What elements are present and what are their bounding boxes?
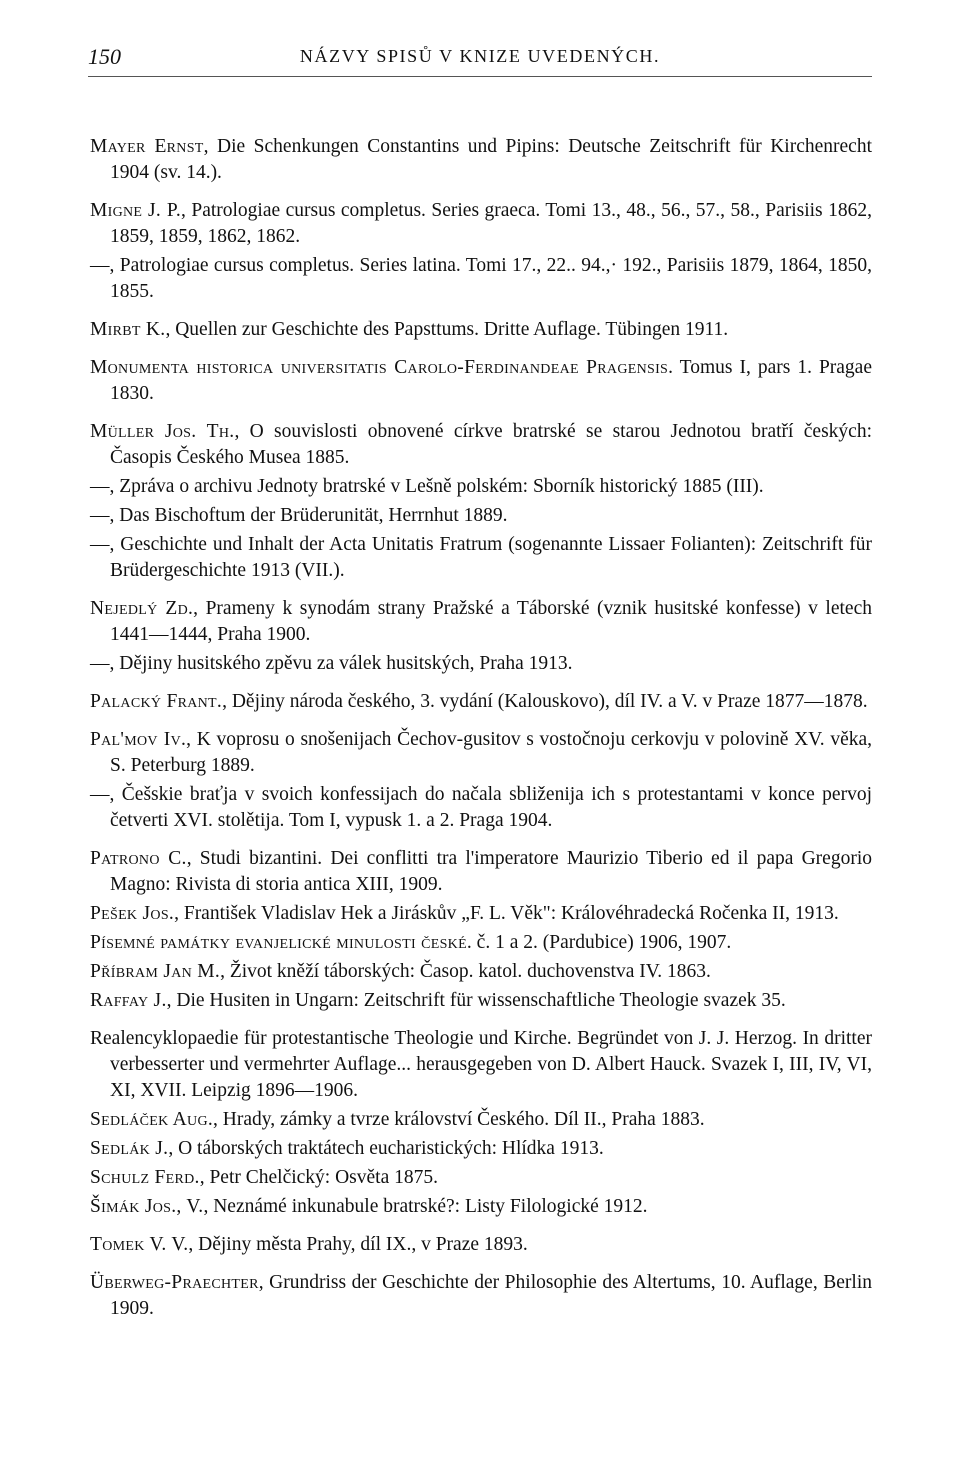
bibliography-entry [90, 253, 872, 305]
bibliography-entry [90, 782, 872, 834]
entry-author: Příbram Jan M. [90, 961, 221, 982]
bibliography-entry [90, 1107, 872, 1133]
entry-text: , Quellen zur Geschichte des Papsttums. Dritte Auflage. Tübingen 1911. [165, 319, 729, 340]
bibliography-entry [90, 317, 872, 343]
entry-text: , Hrady, zámky a tvrze království Českého. Díl II., Praha 1883. [213, 1109, 705, 1130]
entry-text: , Petr Chelčický: Osvěta 1875. [199, 1167, 438, 1188]
entry-author: Patrono C. [90, 848, 187, 869]
entry-text: , Neznámé inkunabule bratrské?: Listy Filologické 1912. [203, 1196, 648, 1217]
entry-author: Überweg-Praechter [90, 1272, 259, 1293]
entry-text: —, Zpráva o archivu Jednoty bratrské v Lešně polském: Sborník historický 1885 (III). [90, 476, 764, 497]
bibliography-entry [90, 846, 872, 898]
entry-author: Sedlák J. [90, 1138, 169, 1159]
entry-text: , František Vladislav Hek a Jiráskův „F. L. Věk": Královéhradecká Ročenka II, 1913. [174, 903, 839, 924]
bibliography-entry [90, 503, 872, 529]
entry-text: , Prameny k synodám strany Pražské a Táborské (vznik husitské konfesse) v letech 1441—1444, Praha 1900. [110, 598, 872, 645]
entry-text: —, Češskie braťja v svoich konfessijach do načala sbliženija ich s protestantami v konce pervoj četverti XVI. stolětija. Tom I, vypusk 1. a 2. Praga 1904. [90, 784, 872, 831]
entry-author: Monumenta historica universitatis Carolo-Ferdinandeae Pragensis [90, 357, 669, 378]
entry-text: , Dějiny národa českého, 3. vydání (Kalouskovo), díl IV. a V. v Praze 1877—1878. [222, 691, 868, 712]
bibliography-entry [90, 1194, 872, 1220]
entry-author: Písemné památky evanjelické minulosti české [90, 932, 467, 953]
bibliography-entry [90, 1270, 872, 1322]
bibliography-entry [90, 689, 872, 715]
entry-author: Pal'mov Iv. [90, 729, 187, 750]
entry-text: , Dějiny města Prahy, díl IX., v Praze 1893. [188, 1234, 528, 1255]
bibliography-entry [90, 901, 872, 927]
entry-author: Šimák Jos., V. [90, 1196, 204, 1217]
entry-author: Mayer Ernst [90, 136, 204, 157]
bibliography-entry [90, 1232, 872, 1258]
bibliography-entry [90, 355, 872, 407]
page-number: 150 [88, 44, 121, 69]
entry-author: Pešek Jos. [90, 903, 175, 924]
bibliography-entry [90, 1136, 872, 1162]
entry-text: , Patrologiae cursus completus. Series graeca. Tomi 13., 48., 56., 57., 58., Parisiis 1862, 1859, 1859, 1862, 1862. [110, 200, 872, 247]
bibliography-entry [90, 1026, 872, 1104]
entry-text: . Tomus I, pars 1. Pragae 1830. [110, 357, 872, 404]
entry-author: Raffay J. [90, 990, 167, 1011]
bibliography-entry [90, 727, 872, 779]
entry-author: Tomek V. V. [90, 1234, 189, 1255]
entry-text: , Die Husiten in Ungarn: Zeitschrift für wissenschaftliche Theologie svazek 35. [166, 990, 786, 1011]
bibliography-entry [90, 651, 872, 677]
entry-text: —, Dějiny husitského zpěvu za válek husitských, Praha 1913. [90, 653, 573, 674]
entry-author: Mirbt K. [90, 319, 166, 340]
bibliography-entry [90, 419, 872, 471]
entry-text: . č. 1 a 2. (Pardubice) 1906, 1907. [466, 932, 732, 953]
entry-text: —, Geschichte und Inhalt der Acta Unitatis Fratrum (sogenannte Lissaer Folianten): Zeitschrift für Brüdergeschichte 1913 (VII.). [90, 534, 872, 581]
entry-text: , O souvislosti obnovené církve bratrské se starou Jednotou bratří českých: Časopis Českého Musea 1885. [110, 421, 872, 468]
entry-author: Müller Jos. Th. [90, 421, 235, 442]
entry-author: Palacký Frant. [90, 691, 223, 712]
entry-text: , O táborských traktátech eucharistických: Hlídka 1913. [168, 1138, 604, 1159]
bibliography-list [90, 134, 872, 1322]
bibliography-entry [90, 988, 872, 1014]
entry-author: Schulz Ferd. [90, 1167, 200, 1188]
entry-text: —, Das Bischoftum der Brüderunität, Herrnhut 1889. [90, 505, 508, 526]
entry-text: , Die Schenkungen Constantins und Pipins: Deutsche Zeitschrift für Kirchenrecht 1904 (sv. 14.). [110, 136, 872, 183]
bibliography-entry [90, 474, 872, 500]
entry-text: Realencyklopaedie für protestantische Theologie und Kirche. Begründet von J. J. Herzog. In dritter verbesserter und vermehrter Auflage... herausgegeben von D. Albert Hauck. Svazek I, III, IV, VI, XI, XVII. Leipzig 1896—1906. [90, 1028, 872, 1101]
page-header [88, 44, 872, 74]
entry-text: , Studi bizantini. Dei conflitti tra l'imperatore Maurizio Tiberio ed il papa Gregorio Magno: Rivista di storia antica XIII, 1909. [110, 848, 872, 895]
entry-author: Sedláček Aug. [90, 1109, 214, 1130]
entry-text: —, Patrologiae cursus completus. Series latina. Tomi 17., 22.. 94.,· 192., Parisiis 1879, 1864, 1850, 1855. [90, 255, 872, 302]
header-rule [88, 76, 872, 77]
entry-text: , Grundriss der Geschichte der Philosophie des Altertums, 10. Auflage, Berlin 1909. [110, 1272, 872, 1319]
entry-author: Nejedlý Zd. [90, 598, 194, 619]
bibliography-entry [90, 134, 872, 186]
entry-author: Migne J. P. [90, 200, 182, 221]
entry-text: , K voprosu o snošenijach Čechov-gusitov s vostočnoju cerkovju v polovině XV. věka, S. Peterburg 1889. [110, 729, 872, 776]
running-head: NÁZVY SPISŮ V KNIZE UVEDENÝCH. [299, 46, 661, 66]
bibliography-entry [90, 959, 872, 985]
bibliography-entry [90, 198, 872, 250]
bibliography-entry [90, 1165, 872, 1191]
entry-text: , Život kněží táborských: Časop. katol. duchovenstva IV. 1863. [220, 961, 711, 982]
bibliography-entry [90, 596, 872, 648]
bibliography-entry [90, 930, 872, 956]
bibliography-entry [90, 532, 872, 584]
